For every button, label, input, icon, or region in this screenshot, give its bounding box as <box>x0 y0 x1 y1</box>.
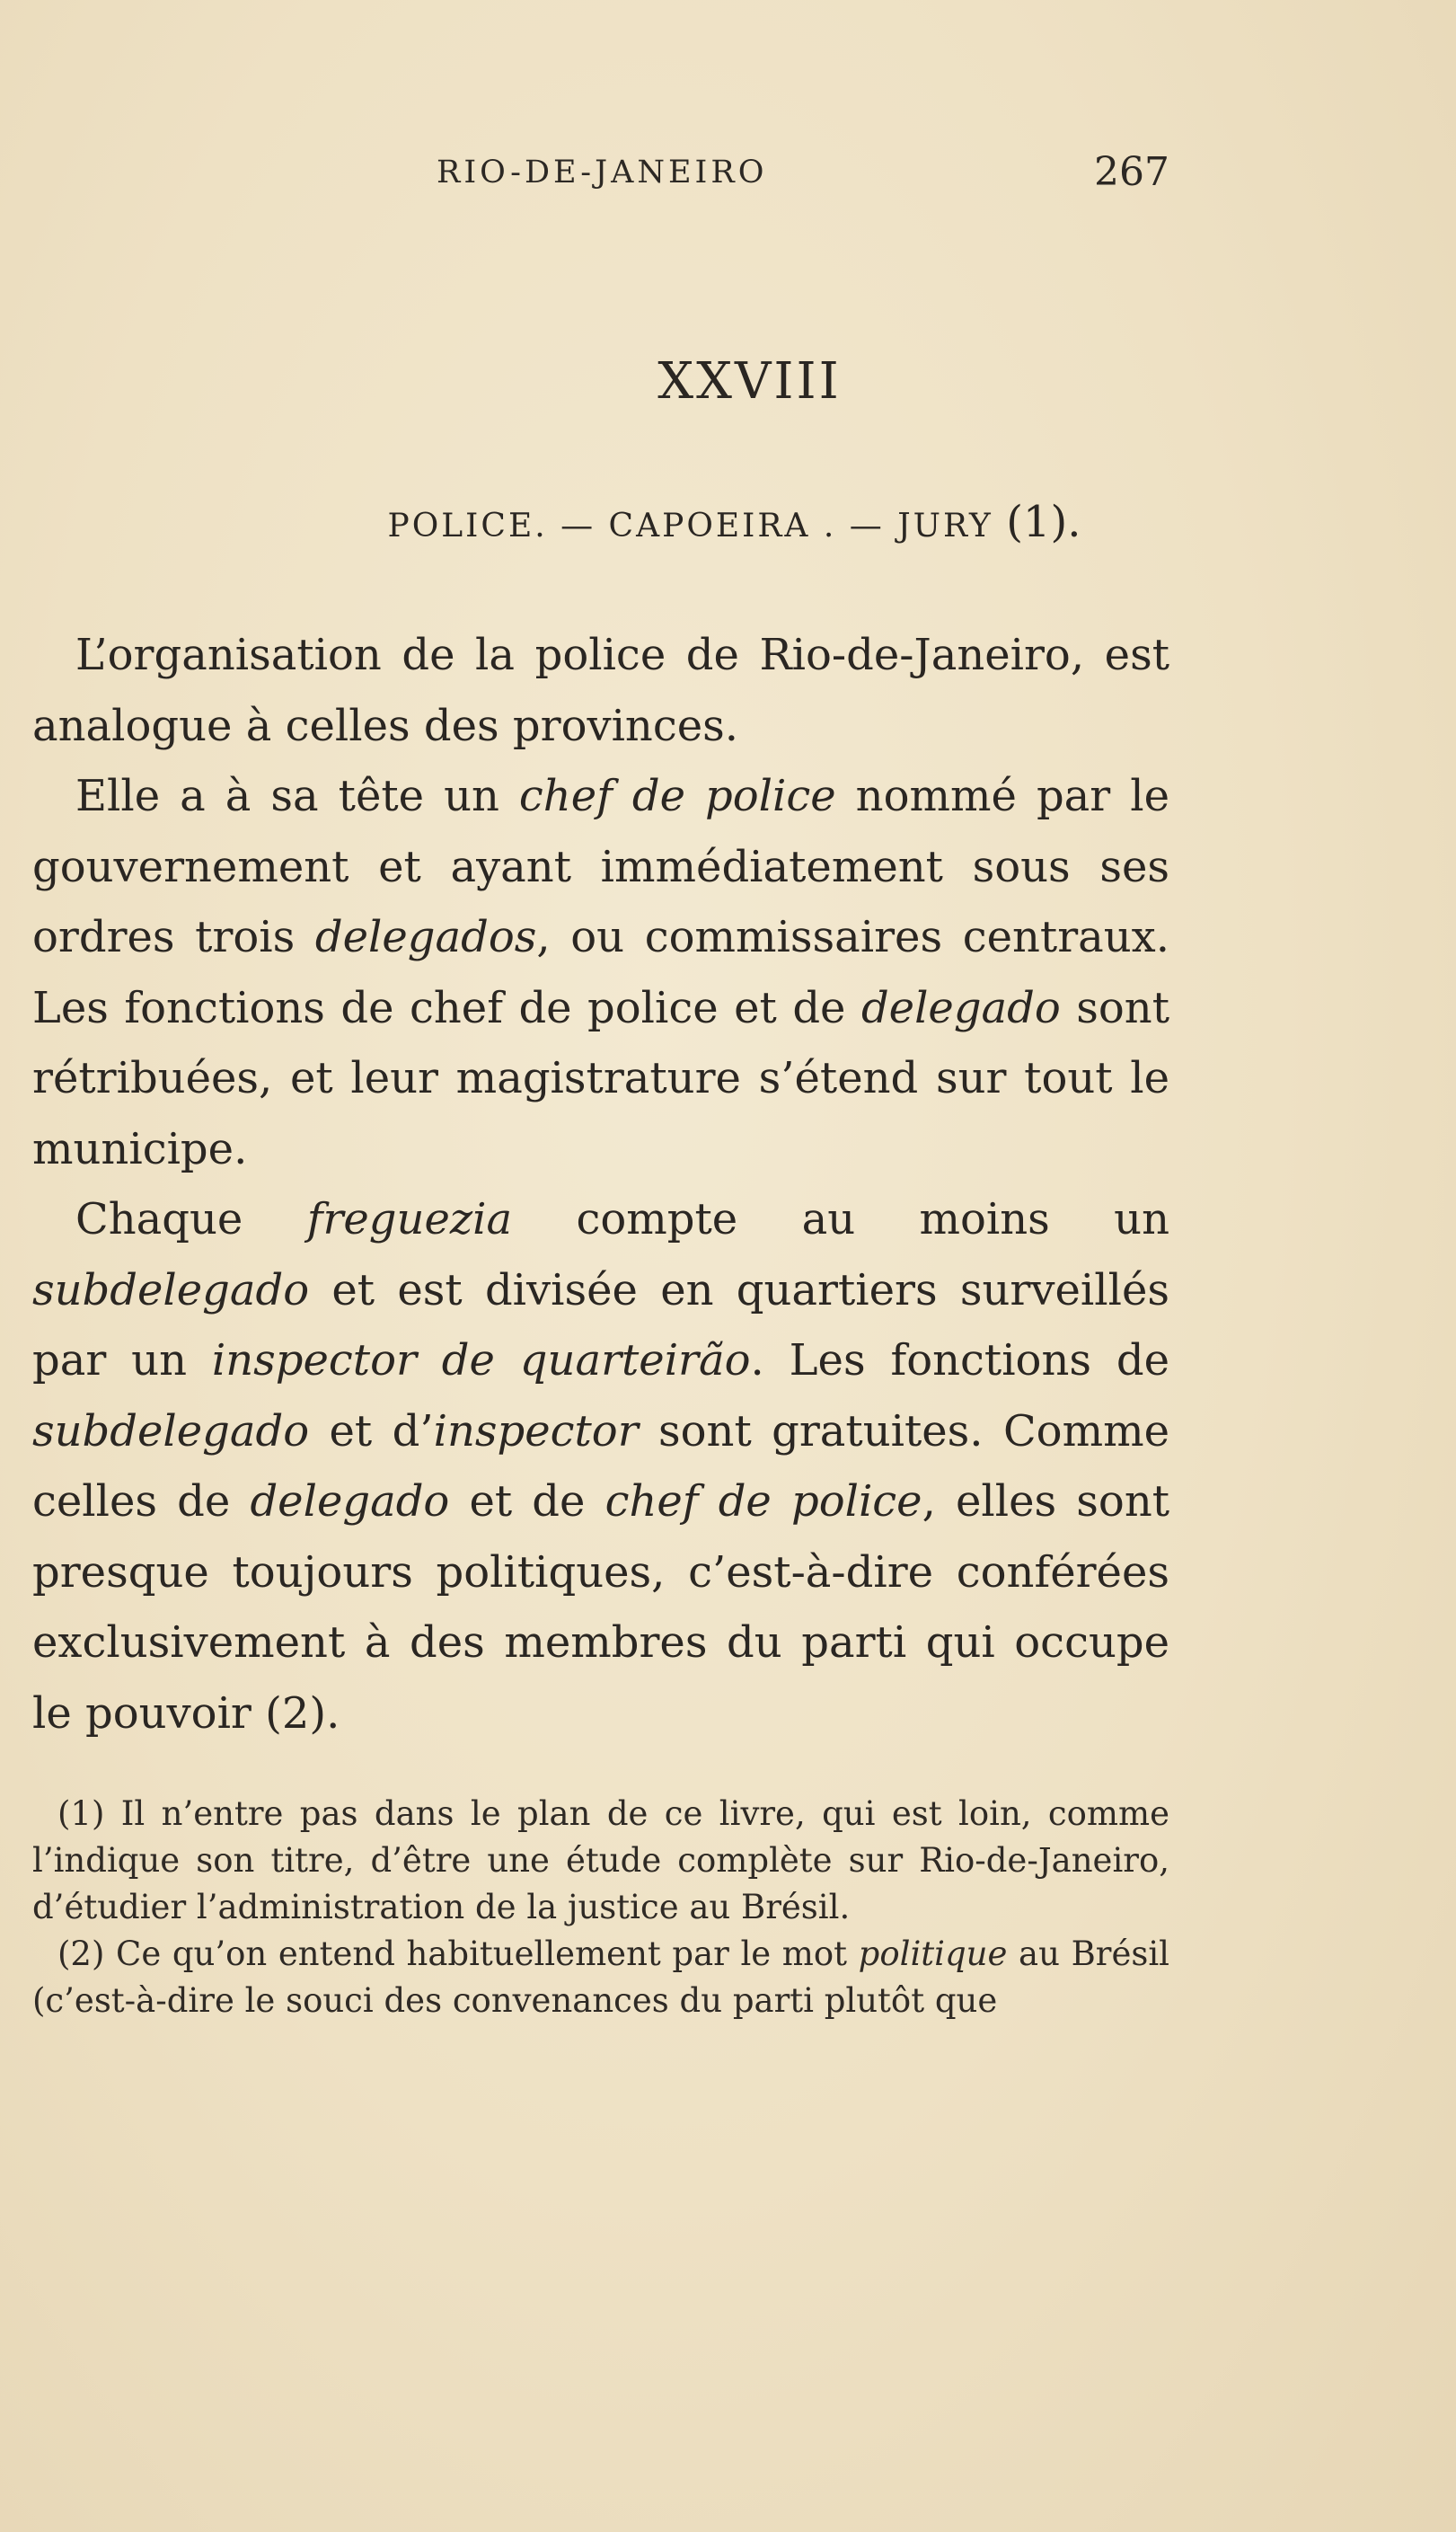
footnotes <box>32 1791 1169 2024</box>
p2-italic-3: delegado <box>860 982 1061 1033</box>
p3-text-3: et est divisée en quartiers surveillés par un <box>32 1264 1169 1386</box>
footnote-ref-1: (1). <box>1006 497 1081 547</box>
p3-text-2: compte au moins un <box>512 1194 1170 1244</box>
p3-text-1: Chaque <box>75 1194 307 1244</box>
p3-italic-3: inspector de quarteirão <box>211 1335 751 1386</box>
footnote-2 <box>32 1931 1169 2024</box>
paragraph-1: L’organisation de la police de Rio-de-Janeiro, est analogue à celles des provinces. <box>32 630 1169 751</box>
p3-italic-1: freguezia <box>306 1194 513 1244</box>
chapter-title <box>0 497 1456 547</box>
fn2-text-2: au Brésil (c’est-à-dire le souci des convenances du parti plutôt que <box>32 1934 1169 2020</box>
p3-italic-4: subdelegado <box>32 1405 310 1456</box>
p3-italic-2: subdelegado <box>32 1264 310 1315</box>
p3-italic-7: chef de police <box>604 1476 922 1527</box>
chapter-title-text: POLICE. — CAPOEIRA . — JURY <box>387 508 993 544</box>
chapter-number: XXVIII <box>657 352 842 411</box>
paragraph-2 <box>32 761 1169 1184</box>
p2-text-3: , ou commissaires centraux. Les fonctions de chef de police et de <box>32 912 1169 1033</box>
p2-text-1: Elle a à sa tête un <box>75 771 519 821</box>
page-number: 267 <box>1094 149 1169 195</box>
p3-text-4: . Les fonctions de <box>750 1335 1170 1386</box>
paragraph-3 <box>32 1184 1169 1748</box>
p2-text-4: sont rétribuées, et leur magistrature s’étend sur tout le municipe. <box>32 982 1170 1174</box>
footnote-1: (1) Il n’entre pas dans le plan de ce livre, qui est loin, comme l’indique son titre, d’être une étude complète sur Rio-de-Janeiro, d’étudier l’administration de la justice au Brésil. <box>32 1794 1169 1926</box>
p3-text-7: et de <box>449 1476 605 1527</box>
fn2-text-1: (2) Ce qu’on entend habituellement par le mot <box>57 1934 859 1973</box>
running-head: RIO-DE-JANEIRO <box>437 155 768 190</box>
p3-text-6: sont gratuites. Comme celles de <box>32 1405 1170 1527</box>
p3-italic-6: delegado <box>250 1476 450 1527</box>
fn2-italic-1: politique <box>858 1934 1008 1973</box>
p3-text-5: et d’ <box>309 1405 434 1456</box>
p2-italic-1: chef de police <box>518 771 836 821</box>
p3-text-8: , elles sont presque toujours politiques, c’est-à-dire conférées exclusivement à des membres du parti qui occupe le pouvoir (2). <box>32 1476 1170 1739</box>
p3-italic-5: inspector <box>433 1405 639 1456</box>
body-text <box>32 620 1169 1748</box>
p2-text-2: nommé par le gouvernement et ayant immédiatement sous ses ordres trois <box>32 771 1170 962</box>
p2-italic-2: delegados <box>314 912 537 962</box>
